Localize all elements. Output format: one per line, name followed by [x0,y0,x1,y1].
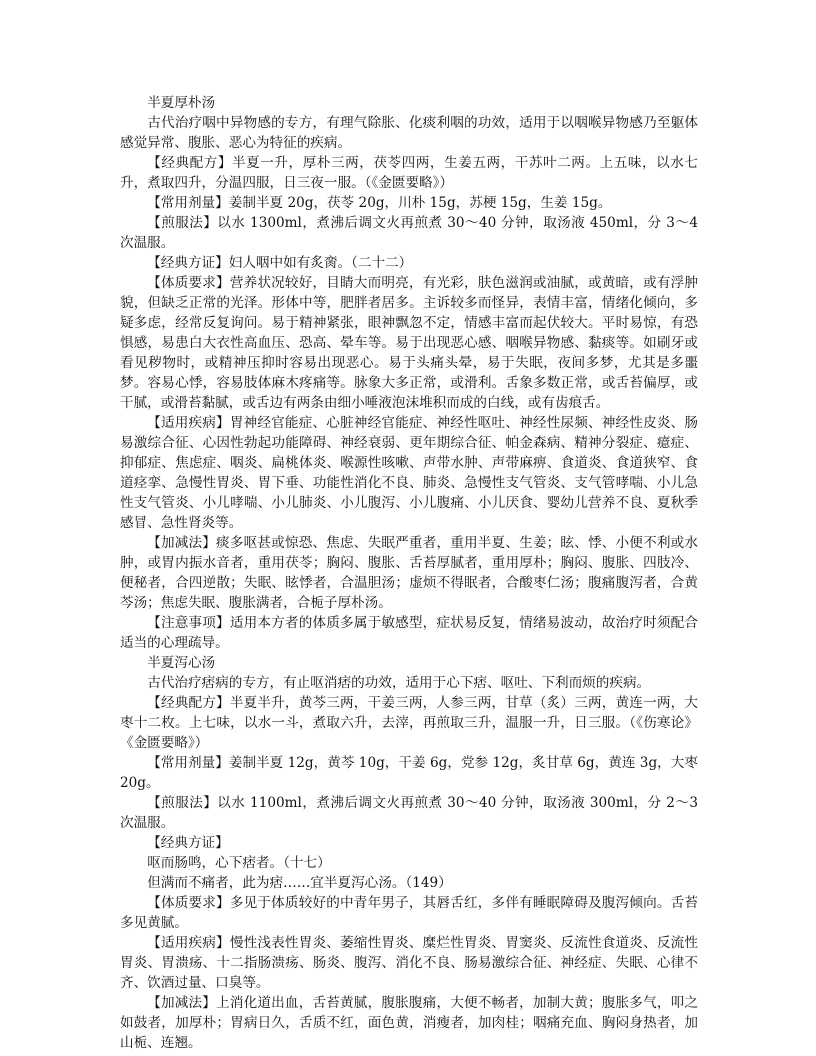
formula-section [120,653,698,1053]
paragraph: 【加减法】上消化道出血，舌苔黄腻，腹胀腹痛，大便不畅者，加制大黄；腹胀多气，叩之如鼓者，加厚朴；胃病日久，舌质不红，面色黄，消瘦者，加肉桂；咽痛充血、胸闷身热者，加山栀、连翘。 [120,995,698,1051]
paragraph: 但满而不痛者，此为痞……宜半夏泻心汤。（149） [147,875,452,891]
paragraph: 【体质要求】多见于体质较好的中青年男子，其唇舌红，多伴有睡眠障碍及腹泻倾向。舌苔多见黄腻。 [120,895,698,931]
formula-section [120,93,698,653]
paragraph: 【加减法】痰多呕甚或惊恐、焦虑、失眠严重者，重用半夏、生姜；眩、悸、小便不利或水肿，或胃内振水音者，重用茯苓；胸闷、腹胀、舌苔厚腻者，重用厚朴；胸闷、腹胀、四肢冷、便秘者，合四逆散；失眠、眩悸者，合温胆汤；虚烦不得眠者，合酸枣仁汤；腹痛腹泻者，合黄芩汤；焦虑失眠、腹胀满者，合栀子厚朴汤。 [120,535,698,611]
paragraph: 【体质要求】营养状况较好，目睛大而明亮，有光彩，肤色滋润或油腻，或黄暗，或有浮肿貌，但缺乏正常的光泽。形体中等，肥胖者居多。主诉较多而怪异，表情丰富，情绪化倾向，多疑多虑，经常反复询问。易于精神紧张，眼神飘忽不定，情感丰富而起伏较大。平时易惊，有恐惧感，易患白大衣性高血压、恐高、晕车等。易于出现恶心感、咽喉异物感、黏痰等。如刷牙或看见秽物时，或精神压抑时容易出现恶心。易于头痛头晕，易于失眠，夜间多梦，尤其是多噩梦。容易心悸，容易肢体麻木疼痛等。脉象大多正常，或滑利。舌象多数正常，或舌苔偏厚，或干腻，或滑苔黏腻，或舌边有两条由细小唾液泡沫堆积而成的白线，或有齿痕舌。 [120,275,698,411]
paragraph: 【常用剂量】姜制半夏 20g，茯苓 20g，川朴 15g，苏梗 15g，生姜 15g。 [147,195,612,211]
paragraph: 【经典配方】半夏一升，厚朴三两，茯苓四两，生姜五两，干苏叶二两。上五味，以水七升，煮取四升，分温四服，日三夜一服。（《金匮要略》） [120,155,698,191]
paragraph: 【适用疾病】慢性浅表性胃炎、萎缩性胃炎、糜烂性胃炎、胃窦炎、反流性食道炎、反流性胃炎、胃溃疡、十二指肠溃疡、肠炎、腹泻、消化不良、肠易激综合征、神经症、失眠、心律不齐、饮酒过量、口臭等。 [120,935,698,991]
paragraph: 古代治疗痞病的专方，有止呕消痞的功效，适用于心下痞、呕吐、下利而烦的疾病。 [147,675,651,691]
paragraph: 古代治疗咽中异物感的专方，有理气除胀、化痰利咽的功效，适用于以咽喉异物感乃至躯体感觉异常、腹胀、恶心为特征的疾病。 [120,115,698,151]
paragraph: 【常用剂量】姜制半夏 12g，黄芩 10g，干姜 6g，党参 12g，炙甘草 6g，黄连 3g，大枣 20g。 [120,755,698,791]
section-title: 半夏泻心汤 [147,655,216,671]
section-title: 半夏厚朴汤 [147,95,216,111]
paragraph: 【经典方证】 [147,835,229,851]
paragraph: 呕而肠鸣，心下痞者。（十七） [147,855,331,871]
paragraph: 【适用疾病】胃神经官能症、心脏神经官能症、神经性呕吐、神经性尿频、神经性皮炎、肠易激综合征、心因性勃起功能障碍、神经衰弱、更年期综合征、帕金森病、精神分裂症、癔症、抑郁症、焦虑症、咽炎、扁桃体炎、喉源性咳嗽、声带水肿、声带麻痹、食道炎、食道狭窄、食道痉挛、急慢性胃炎、胃下垂、功能性消化不良、肺炎、急慢性支气管炎、支气管哮喘、小儿急性支气管炎、小儿哮喘、小儿肺炎、小儿腹泻、小儿腹痛、小儿厌食、婴幼儿营养不良、夏秋季感冒、急性肾炎等。 [120,415,698,531]
paragraph: 【煎服法】以水 1100ml，煮沸后调文火再煎煮 30～40 分钟，取汤液 300ml，分 2～3 次温服。 [120,795,698,831]
paragraph: 【煎服法】以水 1300ml，煮沸后调文火再煎煮 30～40 分钟，取汤液 450ml，分 3～4 次温服。 [120,215,698,251]
paragraph: 【注意事项】适用本方者的体质多属于敏感型，症状易反复，情绪易波动，故治疗时须配合适当的心理疏导。 [120,615,698,651]
paragraph: 【经典方证】妇人咽中如有炙脔。（二十二） [147,255,413,271]
document-page [120,93,698,1053]
paragraph: 【经典配方】半夏半升，黄芩三两，干姜三两，人参三两，甘草（炙）三两，黄连一两，大枣十二枚。上七味，以水一斗，煮取六升，去滓，再煎取三升，温服一升，日三服。（《伤寒论》《金匮要略》） [120,695,698,751]
